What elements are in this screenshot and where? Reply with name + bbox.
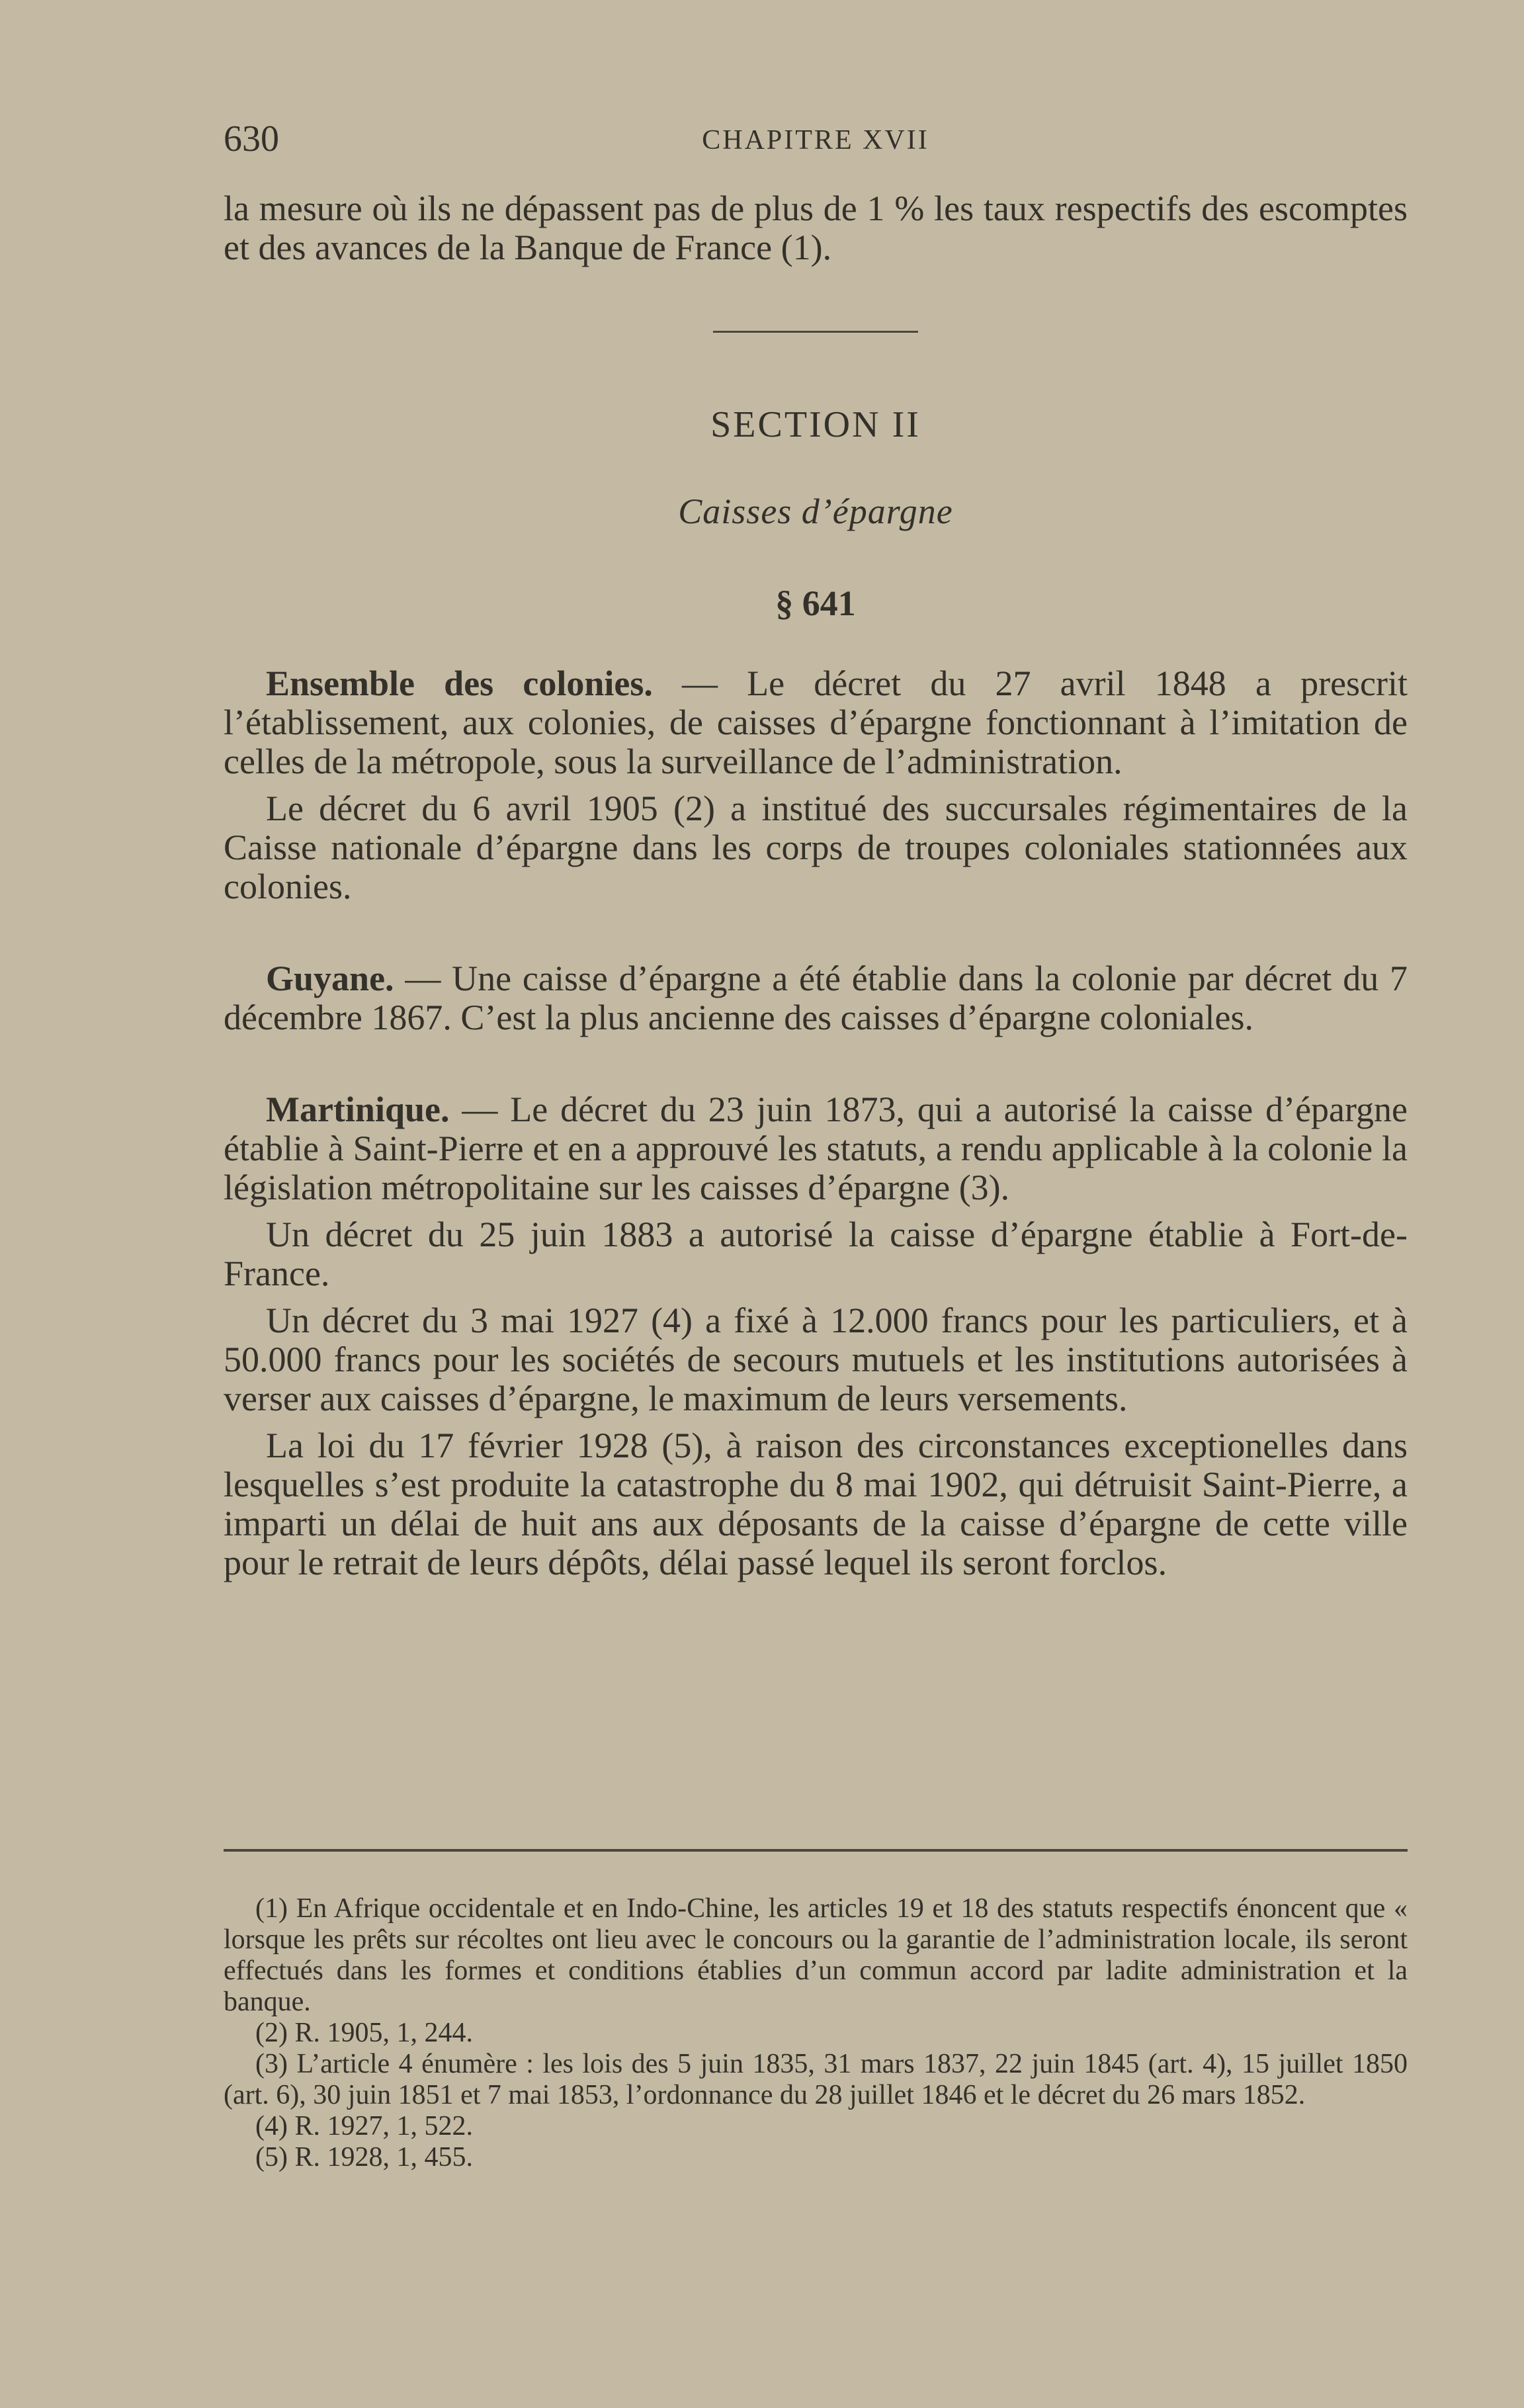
paragraph-number: § 641 (775, 583, 856, 623)
footnotes (224, 1893, 1408, 2173)
section-heading: SECTION II (710, 404, 921, 445)
paragraph-decret-1927: Un décret du 3 mai 1927 (4) a fixé à 12.000 francs pour les particuliers, et à 50.000 francs pour les sociétés de secours mutuels et les institutions autorisées à verser aux caisses d’épargne, le maximum de leurs versements. (224, 1301, 1408, 1418)
paragraph-lead: Guyane. (266, 959, 394, 998)
footnote-5: (5) R. 1928, 1, 455. (255, 2142, 473, 2172)
section-divider (713, 331, 918, 333)
paragraph-succursales: Le décret du 6 avril 1905 (2) a institué des succursales régimentaires de la Caisse nationale d’épargne dans les corps de troupes coloniales stationnées aux colonies. (224, 789, 1408, 906)
main-text (224, 189, 1408, 1582)
running-title: CHAPITRE XVII (702, 125, 929, 155)
paragraph-lead: Ensemble des colonies. (266, 664, 653, 703)
page-number: 630 (224, 118, 279, 159)
page-header (224, 118, 1408, 164)
section-subtitle: Caisses d’épargne (678, 492, 953, 531)
paragraph-text: — Une caisse d’épargne a été établie dans la colonie par décret du 7 décembre 1867. C’est la plus ancienne des caisses d’épargne coloniales. (224, 959, 1408, 1037)
footnote-4: (4) R. 1927, 1, 522. (255, 2111, 473, 2141)
footnote-2: (2) R. 1905, 1, 244. (255, 2018, 473, 2048)
footnote-3: (3) L’article 4 énumère : les lois des 5 juin 1835, 31 mars 1837, 22 juin 1845 (art. 4), 15 juillet 1850 (art. 6), 30 juin 1851 et 7 mai 1853, l’ordonnance du 28 juillet 1846 et le décret du 26 mars 1852. (224, 2049, 1408, 2110)
paragraph-loi-1928: La loi du 17 février 1928 (5), à raison des circonstances exceptionelles dans lesquelles s’est produite la catastrophe du 8 mai 1902, qui détruisit Saint-Pierre, a imparti un délai de huit ans aux déposants de la caisse d’épargne de cette ville pour le retrait de leurs dépôts, délai passé lequel ils seront forclos. (224, 1426, 1408, 1582)
paragraph-text: — Le décret du 23 juin 1873, qui a autorisé la caisse d’épargne établie à Saint-Pierre et en a approuvé les statuts, a rendu applicable à la colonie la législation métropolitaine sur les caisses d’épargne (3). (224, 1090, 1408, 1207)
paragraph-ensemble (224, 664, 1408, 781)
paragraph-lead: Martinique. (266, 1090, 450, 1129)
paragraph-guyane (224, 959, 1408, 1037)
continuation-paragraph: la mesure où ils ne dépassent pas de plus de 1 % les taux respectifs des escomptes et des avances de la Banque de France (1). (224, 189, 1408, 267)
paragraph-martinique (224, 1090, 1408, 1207)
paragraph-fort-de-france: Un décret du 25 juin 1883 a autorisé la caisse d’épargne établie à Fort-de-France. (224, 1215, 1408, 1293)
footnote-divider (224, 1849, 1408, 1852)
footnote-1: (1) En Afrique occidentale et en Indo-Chine, les articles 19 et 18 des statuts respectifs énoncent que « lorsque les prêts sur récoltes ont lieu avec le concours ou la garantie de l’administration locale, ils seront effectués dans les formes et conditions établies d’un commun accord par ladite administration et la banque. (224, 1893, 1408, 2017)
paragraph-text: — Le décret du 27 avril 1848 a prescrit l’établissement, aux colonies, de caisses d’épargne fonctionnant à l’imitation de celles de la métropole, sous la surveillance de l’administration. (224, 664, 1408, 781)
